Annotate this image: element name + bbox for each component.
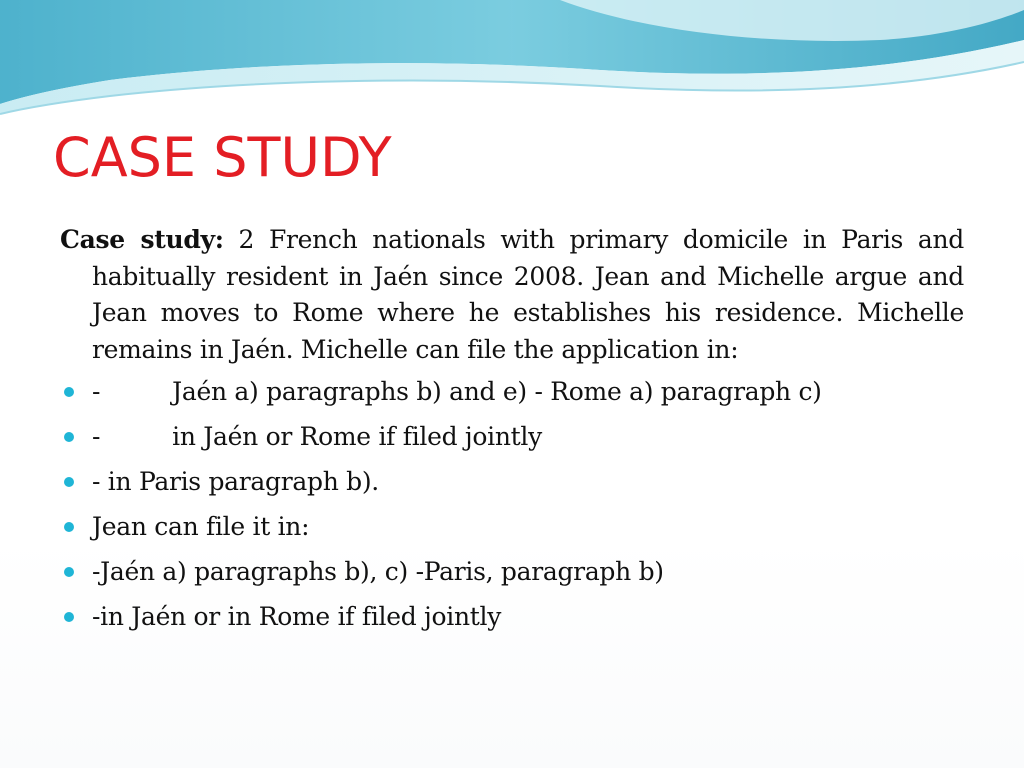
bullet-text: -Jaén a) paragraphs b), c) -Paris, paragraph b) [92,557,664,586]
bullet-icon [64,387,74,397]
bullet-icon [64,522,74,532]
bullet-text: - in Paris paragraph b). [92,467,379,496]
bullet-list [60,374,964,636]
list-item [60,464,964,501]
bullet-icon [64,612,74,622]
bullet-icon [64,567,74,577]
slide-title: CASE STUDY [53,126,392,189]
bullet-icon [64,477,74,487]
intro-text: 2 French nationals with primary domicile in Paris and habitually resident in Jaén since 2008. Jean and Michelle argue and Jean moves to Rome where he establishes his residence. Michelle remains in Jaén. Michelle can file the application in: [92,225,964,364]
list-item [60,374,964,411]
slide-body [60,222,964,644]
list-item [60,419,964,456]
bullet-text: Jean can file it in: [92,512,310,541]
bullet-text: in Jaén or Rome if filed jointly [172,422,542,451]
list-item [60,554,964,591]
list-item [60,599,964,636]
decorative-wave-banner [0,0,1024,120]
bullet-text: -in Jaén or in Rome if filed jointly [92,602,502,631]
bullet-prefix: - [92,422,101,451]
bullet-icon [64,432,74,442]
bullet-text: Jaén a) paragraphs b) and e) - Rome a) paragraph c) [172,377,822,406]
bullet-prefix: - [92,377,101,406]
intro-lead: Case study: [60,225,224,254]
list-item [60,509,964,546]
intro-paragraph [60,222,964,368]
